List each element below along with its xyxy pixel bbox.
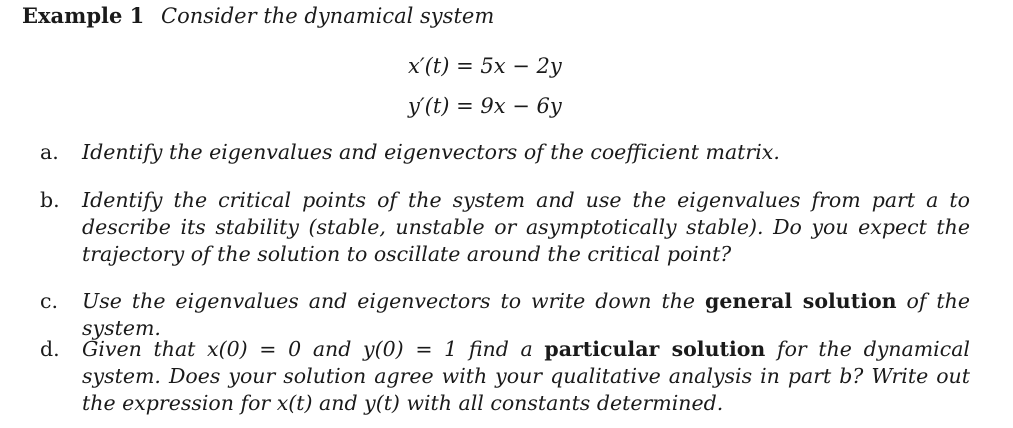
- question-item-c: [40, 288, 970, 342]
- item-letter: c.: [40, 289, 58, 313]
- question-item-b: [40, 187, 970, 268]
- example-label: Example 1: [22, 3, 145, 28]
- question-item-d: [40, 336, 970, 417]
- item-letter: b.: [40, 188, 60, 212]
- item-text: [82, 288, 970, 342]
- item-text: Identify the critical points of the system and use the eigenvalues from part a to describe its stability (stable, unstable or asymptotically stable). Do you expect the trajectory of the solution to oscillate around the critical point?: [82, 188, 970, 266]
- item-letter: d.: [40, 337, 60, 361]
- item-text-after: of the system.: [82, 289, 970, 340]
- item-letter: a.: [40, 140, 59, 164]
- item-text-before: Use the eigenvalues and eigenvectors to write down the: [82, 289, 696, 313]
- item-emphasis: particular solution: [544, 337, 766, 361]
- example-intro: Consider the dynamical system: [161, 4, 495, 28]
- example-heading: [22, 2, 494, 30]
- equation-x: x′(t) = 5x − 2y: [408, 54, 562, 78]
- question-item-a: [40, 139, 970, 166]
- item-text-after: for the dynamical system. Does your solution agree with your qualitative analysis in part b? Write out the expression for x(t) and y(t) with all constants determined.: [82, 337, 970, 415]
- item-text: [82, 336, 970, 417]
- equation-y: y′(t) = 9x − 6y: [408, 94, 562, 118]
- item-text-before: Given that x(0) = 0 and y(0) = 1 find a: [82, 337, 533, 361]
- item-text: Identify the eigenvalues and eigenvectors of the coefficient matrix.: [82, 140, 780, 164]
- item-emphasis: general solution: [705, 289, 897, 313]
- equation-system: [408, 46, 562, 126]
